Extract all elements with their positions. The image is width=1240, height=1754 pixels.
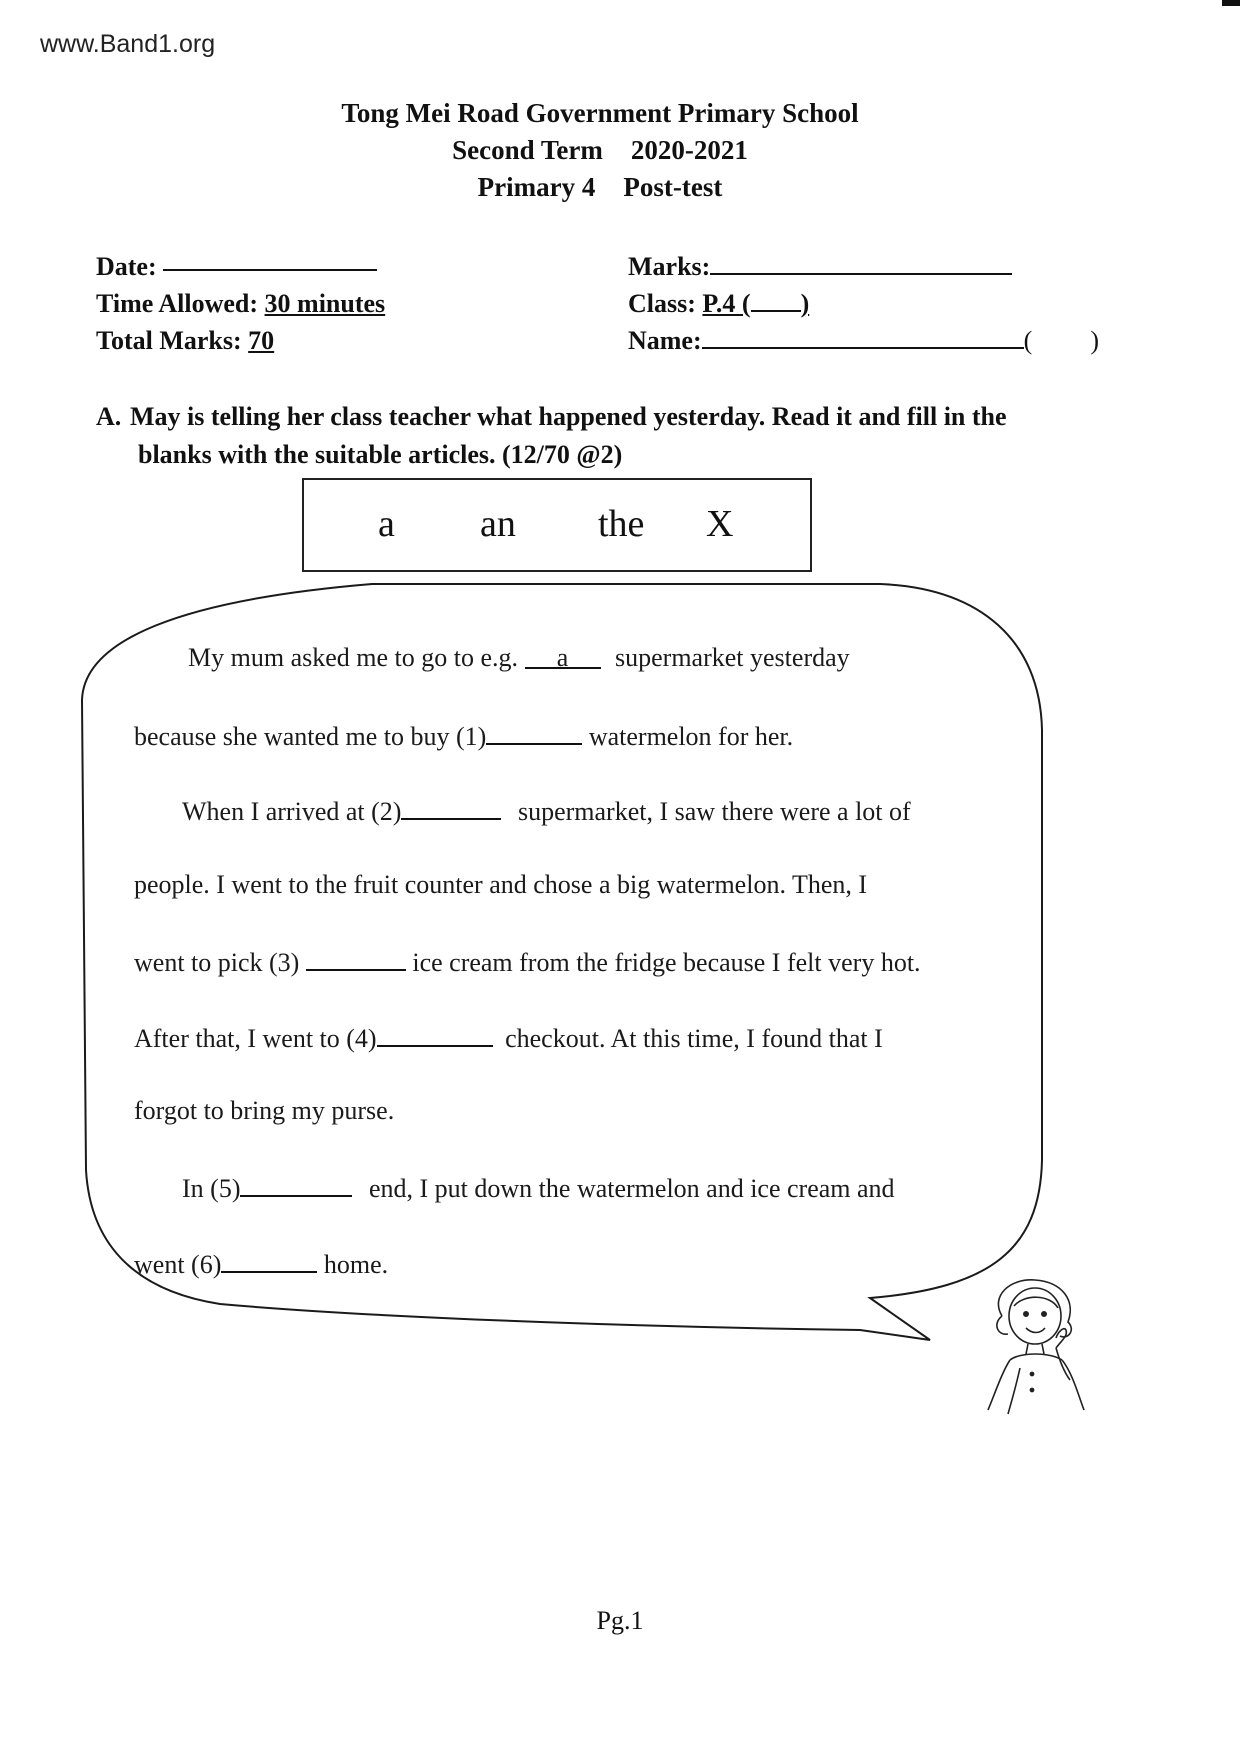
test-type: Post-test [623, 172, 723, 202]
girl-illustration-icon [980, 1276, 1090, 1416]
story-text: In (5) [182, 1174, 241, 1203]
story-text: watermelon for her. [588, 722, 794, 751]
question-number: A. [96, 402, 122, 431]
story-text: After that, I went to (4) [134, 1024, 377, 1053]
story-text: went (6) [134, 1250, 222, 1279]
blank-3[interactable] [306, 945, 406, 971]
story-text: supermarket, I saw there were a lot of [517, 797, 911, 826]
blank-1[interactable] [486, 719, 582, 745]
time-value: 30 minutes [264, 289, 386, 318]
total-value: 70 [248, 326, 275, 355]
word-option: an [480, 503, 516, 545]
example-answer: a [556, 643, 569, 672]
watermark: www.Band1.org [40, 30, 216, 58]
story-line-6 [134, 1021, 883, 1054]
story-text: My mum asked me to go to e.g. [188, 643, 519, 672]
story-text: end, I put down the watermelon and ice cream and [368, 1174, 895, 1203]
story-text: checkout. At this time, I found that I [505, 1024, 883, 1053]
story-text: supermarket yesterday [615, 643, 850, 672]
page-number: Pg.1 [596, 1606, 644, 1635]
time-label: Time Allowed: [96, 289, 259, 318]
date-label: Date: [96, 252, 157, 281]
story-text: ice cream from the fridge because I felt very hot. [412, 948, 921, 977]
example-blank [525, 643, 601, 672]
blank-2[interactable] [401, 794, 501, 820]
school-name: Tong Mei Road Government Primary School [341, 98, 859, 128]
story-line-1 [188, 643, 850, 673]
name-paren-close: ) [1090, 326, 1099, 355]
story-line-4 [134, 870, 867, 900]
level: Primary 4 [477, 172, 596, 202]
word-option: a [378, 503, 395, 545]
question-line-1: May is telling her class teacher what happened yesterday. Read it and fill in the [130, 402, 1007, 431]
story-text: forgot to bring my purse. [134, 1096, 395, 1125]
word-option: the [598, 503, 645, 545]
story-text: When I arrived at (2) [182, 797, 402, 826]
blank-5[interactable] [240, 1171, 352, 1197]
story-line-5 [134, 945, 921, 978]
story-text: went to pick (3) [134, 948, 300, 977]
story-text: people. I went to the fruit counter and chose a big watermelon. Then, I [134, 870, 868, 899]
story-line-3 [182, 794, 911, 827]
name-label: Name: [628, 326, 702, 355]
story-line-8 [182, 1171, 895, 1204]
story-line-7 [134, 1096, 394, 1126]
word-option: X [706, 503, 734, 545]
class-label: Class: [628, 289, 696, 318]
blank-6[interactable] [221, 1247, 317, 1273]
class-close: ) [800, 289, 810, 318]
story-text: because she wanted me to buy (1) [134, 722, 487, 751]
marks-label: Marks: [628, 252, 711, 281]
class-value: P.4 ( [702, 289, 751, 318]
question-line-2: blanks with the suitable articles. (12/70 @2) [138, 440, 623, 469]
school-year: 2020-2021 [630, 135, 748, 165]
total-label: Total Marks: [96, 326, 242, 355]
blank-4[interactable] [377, 1021, 493, 1047]
story-line-9 [134, 1247, 388, 1280]
name-paren-open: ( [1023, 326, 1033, 355]
story-line-2 [134, 719, 793, 752]
term: Second Term [452, 135, 603, 165]
story-text: home. [323, 1250, 389, 1279]
